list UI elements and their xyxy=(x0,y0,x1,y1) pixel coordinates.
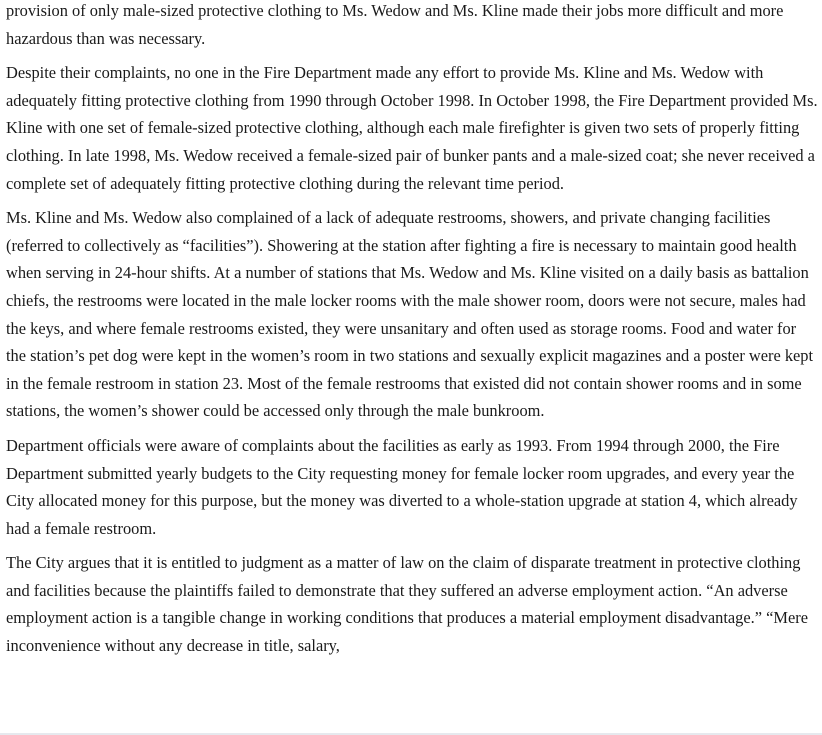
paragraph-facilities-complaints: Ms. Kline and Ms. Wedow also complained of a lack of adequate restrooms, showers, and private changing facilities (referred to collectively as “facilities”). Showering at the station after fighting a fire is necessary to maintain good health when serving in 24-hour shifts. At a number of stations that Ms. Wedow and Ms. Kline visited on a daily basis as battalion chiefs, the restrooms were located in the male locker rooms with the male shower room, doors were not secure, males had the keys, and where female restrooms existed, they were unsanitary and often used as storage rooms. Food and water for the station’s pet dog were kept in the women’s room in two stations and sexually explicit magazines and a poster were kept in the female restroom in station 23. Most of the female restrooms that existed did not contain shower rooms and in some stations, the women’s shower could be accessed only through the male bunkroom. xyxy=(6,208,814,421)
paragraph-budget-diversion: Department officials were aware of complaints about the facilities as early as 1993. From 1994 through 2000, the Fire Department submitted yearly budgets to the City requesting money for female locker room upgrades, and every year the City allocated money for this purpose, but the money was diverted to a whole-station upgrade at station 4, which already had a female restroom. xyxy=(6,435,798,538)
paragraph-protective-clothing-hazard: provision of only male-sized protective clothing to Ms. Wedow and Ms. Kline made their jobs more difficult and more hazardous than was necessary. xyxy=(6,1,784,48)
paragraph-clothing-complaints: Despite their complaints, no one in the Fire Department made any effort to provide Ms. Kline and Ms. Wedow with adequately fitting protective clothing from 1990 through October 1998. In October 1998, the Fire Department provided Ms. Kline with one set of female-sized protective clothing, although each male firefighter is given two sets of properly fitting clothing. In late 1998, Ms. Wedow received a female-sized pair of bunker pants and a male-sized coat; she never received a complete set of adequately fitting protective clothing during the relevant time period. xyxy=(6,63,818,193)
paragraph-city-argument: The City argues that it is entitled to judgment as a matter of law on the claim of disparate treatment in protective clothing and facilities because the plaintiffs failed to demonstrate that they suffered an adverse employment action. “An adverse employment action is a tangible change in working conditions that produces a material employment disadvantage.” “Mere inconvenience without any decrease in title, salary, xyxy=(6,553,808,656)
document-body xyxy=(6,0,818,667)
